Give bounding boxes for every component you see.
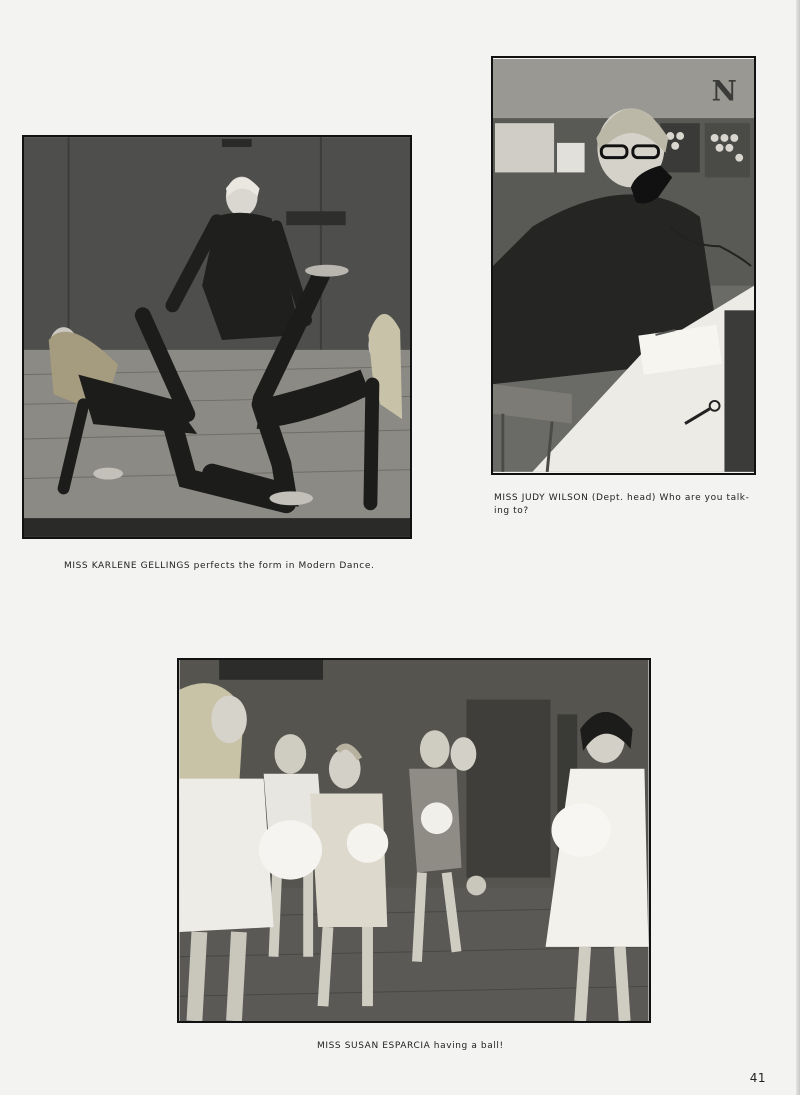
photo-modern-dance [22, 135, 412, 539]
caption-modern-dance: MISS KARLENE GELLINGS perfects the form in Modern Dance. [64, 561, 375, 571]
page-number: 41 [749, 1071, 766, 1085]
modern-dance-photo-art [24, 137, 410, 537]
caption-volleyball: MISS SUSAN ESPARCIA having a ball! [317, 1041, 504, 1051]
caption-dept-head: MISS JUDY WILSON (Dept. head) Who are you talk-ing to? [494, 493, 750, 516]
wall-sign-letter: N [711, 74, 737, 108]
page-edge-shadow [796, 0, 800, 1095]
volleyball-photo-art [179, 660, 649, 1021]
dept-head-photo-art [493, 58, 754, 473]
photo-volleyball [177, 658, 651, 1023]
photo-dept-head [491, 56, 756, 475]
